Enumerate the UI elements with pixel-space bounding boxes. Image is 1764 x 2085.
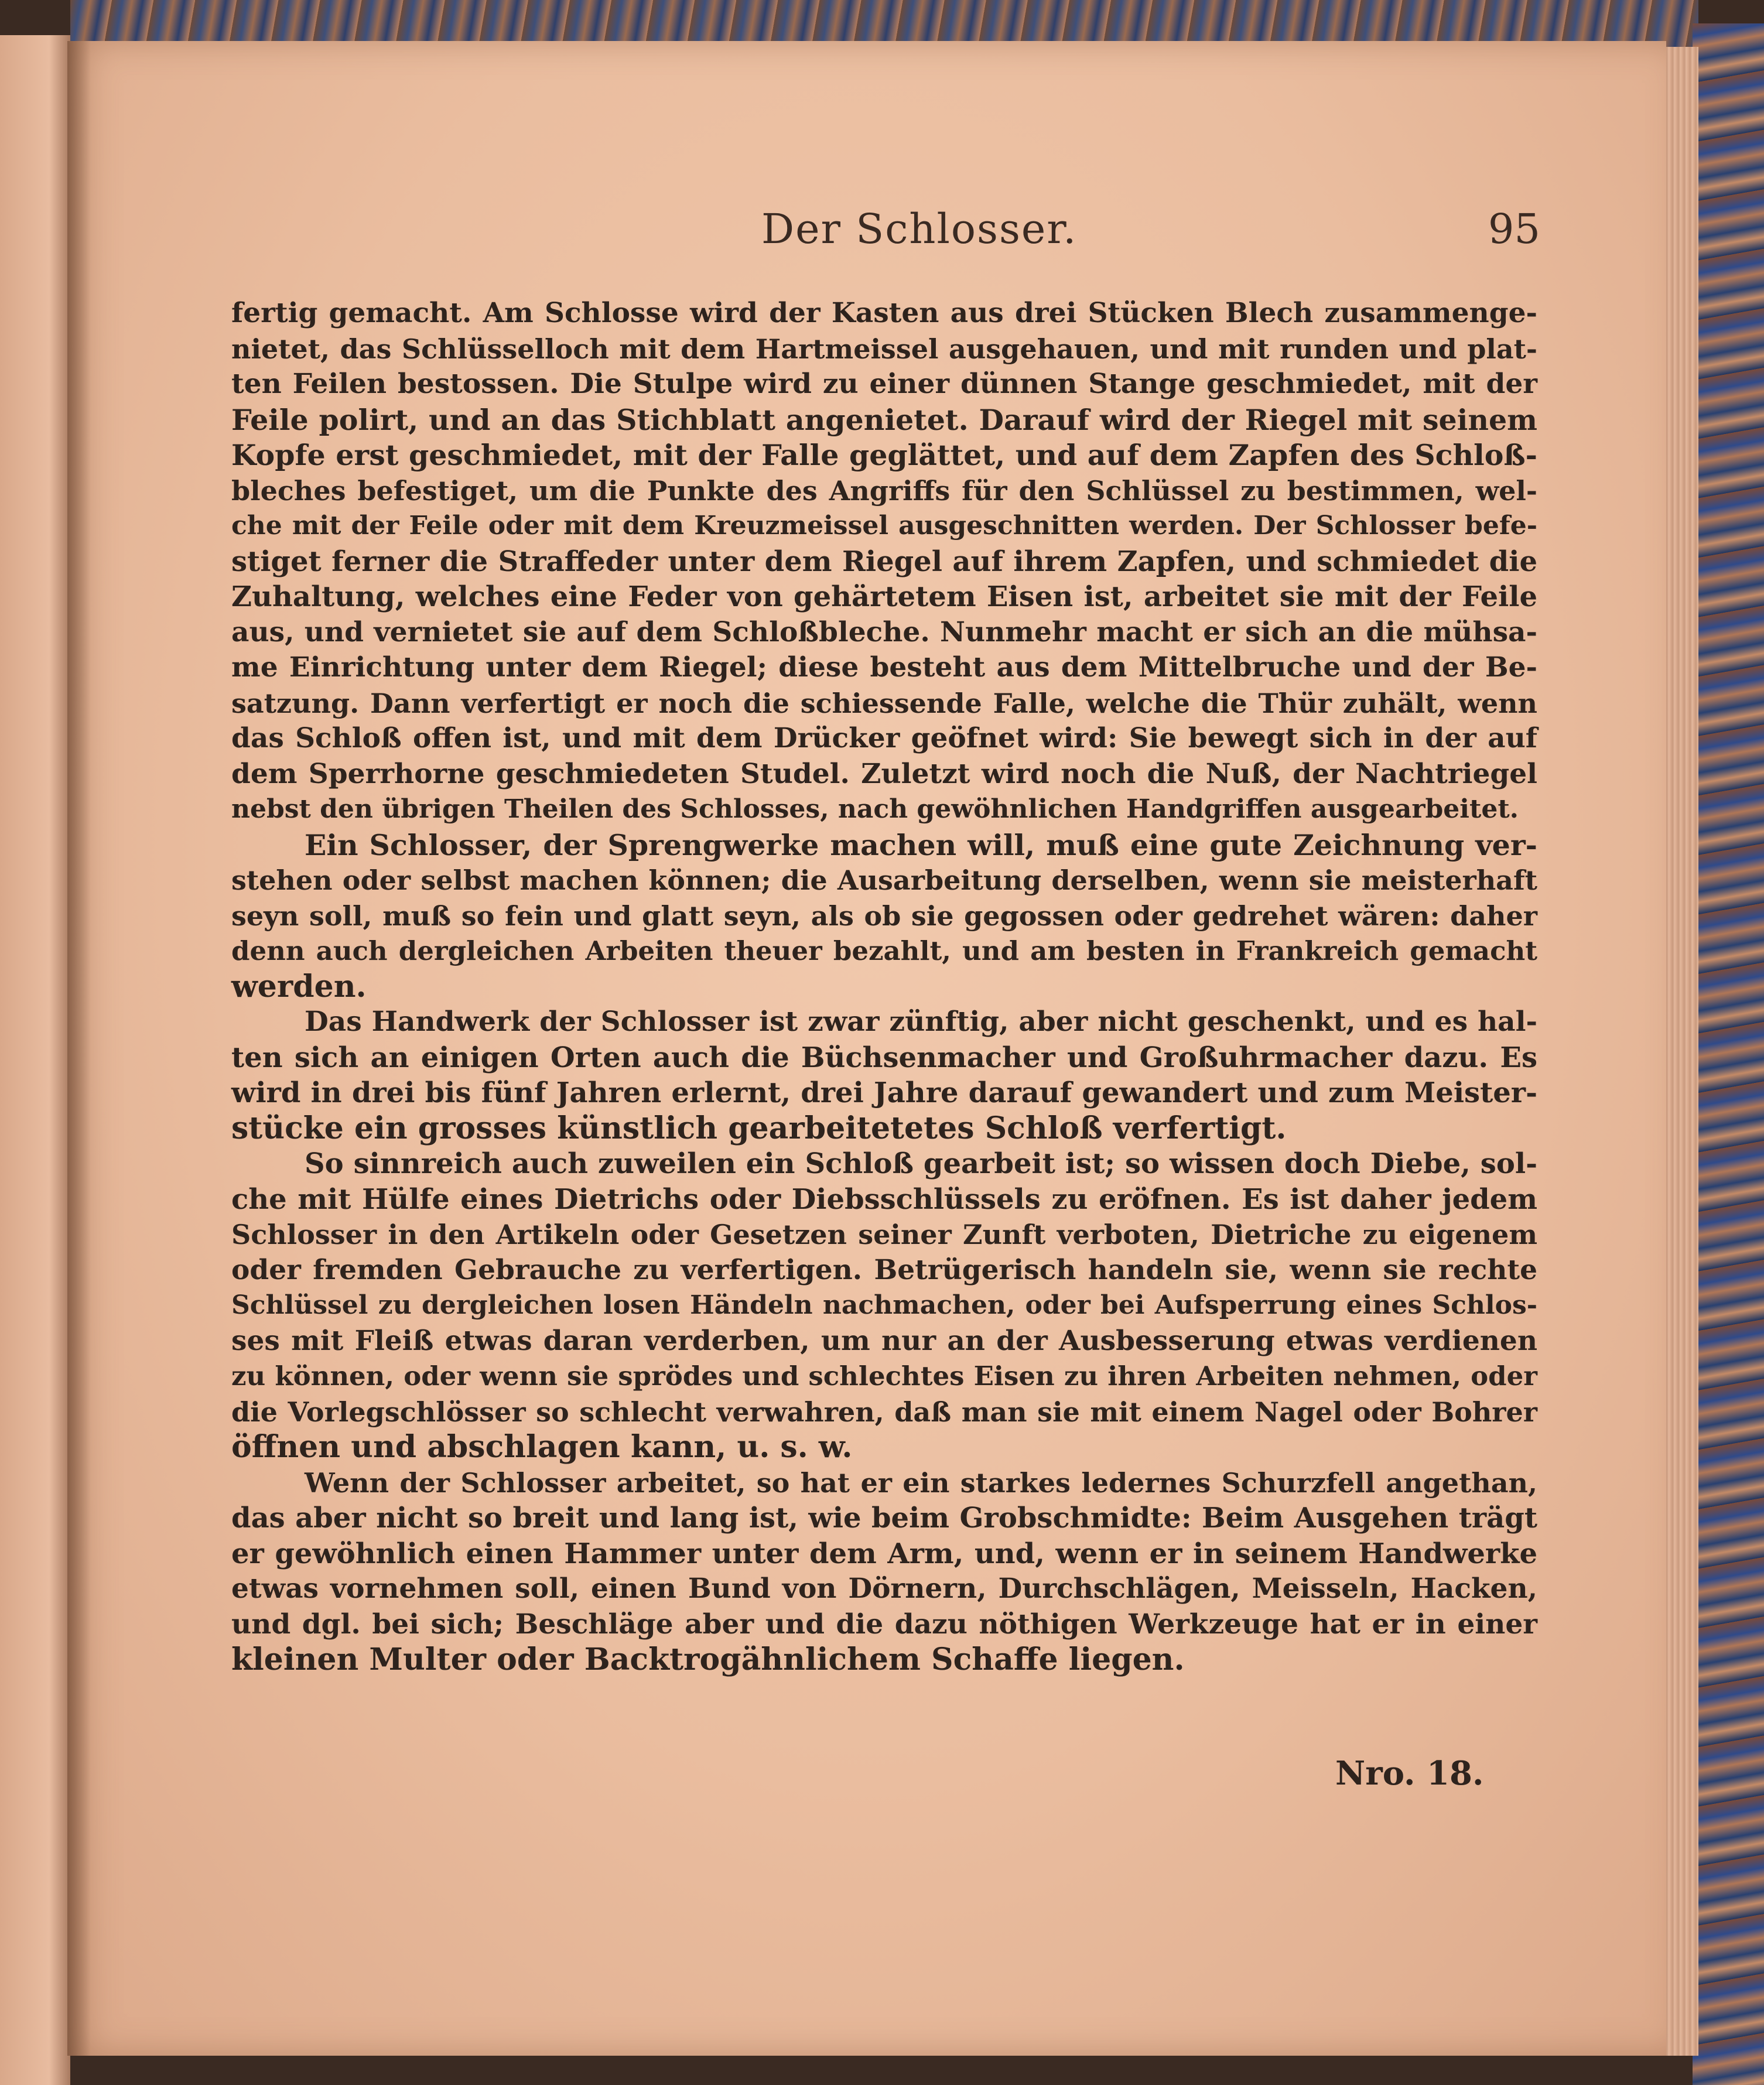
text-line: Schlosser in den Artikeln oder Gesetzen seiner Zunft verboten, Dietriche zu eigenem (231, 1219, 1537, 1250)
paragraph-4 (231, 1146, 1537, 1465)
catchword: Nro. 18. (1335, 1754, 1484, 1793)
text-line: Das Handwerk der Schlosser ist zwar zünftig, aber nicht geschenkt, und es hal- (305, 1006, 1537, 1038)
paragraph-3 (231, 1004, 1537, 1146)
text-line: So sinnreich auch zuweilen ein Schloß gearbeit ist; so wissen doch Diebe, sol- (305, 1147, 1537, 1180)
text-line: Feile polirt, und an das Stichblatt angenietet. Darauf wird der Riegel mit seinem (231, 402, 1537, 437)
text-line: bleches befestiget, um die Punkte des Angriffs für den Schlüssel zu bestimmen, wel- (231, 474, 1537, 507)
running-head: Der Schlosser. (761, 205, 1078, 253)
body-text (231, 296, 1537, 1678)
text-line: aus, und vernietet sie auf dem Schloßbleche. Nunmehr macht er sich an die mühsa- (231, 616, 1537, 648)
text-line: Ein Schlosser, der Sprengwerke machen will, muß eine gute Zeichnung ver- (305, 828, 1537, 862)
text-line: dem Sperrhorne geschmiedeten Studel. Zuletzt wird noch die Nuß, der Nachtriegel (231, 757, 1537, 790)
text-line: ses mit Fleiß etwas daran verderben, um nur an der Ausbesserung etwas verdienen (231, 1324, 1537, 1357)
text-line: seyn soll, muß so fein und glatt seyn, als ob sie gegossen oder gedrehet wären: daher (231, 900, 1537, 932)
text-line: stehen oder selbst machen können; die Ausarbeitung derselben, wenn sie meisterhaft (231, 864, 1537, 896)
text-line: kleinen Multer oder Backtrogähnlichem Schaffe liegen. (231, 1642, 1185, 1677)
page-header (246, 205, 1558, 269)
text-line: me Einrichtung unter dem Riegel; diese besteht aus dem Mittelbruche und der Be- (231, 651, 1537, 683)
text-line: wird in drei bis fünf Jahren erlernt, drei Jahre darauf gewandert und zum Meister- (231, 1076, 1537, 1109)
text-line: Zuhaltung, welches eine Feder von gehärtetem Eisen ist, arbeitet sie mit der Feile (231, 580, 1537, 613)
text-line: ten sich an einigen Orten auch die Büchsenmacher und Großuhrmacher dazu. Es (231, 1041, 1537, 1074)
text-line: das Schloß offen ist, und mit dem Drücker geöfnet wird: Sie bewegt sich in der auf (231, 722, 1537, 754)
text-line: nebst den übrigen Theilen des Schlosses, nach gewöhnlichen Handgriffen ausgearbeitet. (231, 794, 1519, 824)
text-line: Wenn der Schlosser arbeitet, so hat er ein starkes ledernes Schurzfell angethan, (305, 1467, 1537, 1499)
text-line: stiget ferner die Straffeder unter dem Riegel auf ihrem Zapfen, und schmiedet die (231, 545, 1537, 578)
text-line: zu können, oder wenn sie sprödes und schlechtes Eisen zu ihren Arbeiten nehmen, oder (231, 1361, 1537, 1392)
text-line: fertig gemacht. Am Schlosse wird der Kasten aus drei Stücken Blech zusammenge- (231, 297, 1537, 329)
text-line: werden. (231, 968, 367, 1004)
text-line: ten Feilen bestossen. Die Stulpe wird zu einer dünnen Stange geschmiedet, mit der (231, 368, 1537, 400)
left-page-edge (0, 35, 70, 2085)
text-line: Kopfe erst geschmiedet, mit der Falle geglättet, und auf dem Zapfen des Schloß- (231, 438, 1537, 472)
text-line: stücke ein grosses künstlich gearbeitetetes Schloß verfertigt. (231, 1110, 1287, 1146)
text-line: er gewöhnlich einen Hammer unter dem Arm, und, wenn er in seinem Handwerke (231, 1537, 1537, 1570)
paragraph-5 (231, 1465, 1537, 1678)
text-line: denn auch dergleichen Arbeiten theuer bezahlt, und am besten in Frankreich gemacht (231, 935, 1537, 966)
paragraph-2 (231, 828, 1537, 1005)
text-line: nietet, das Schlüsselloch mit dem Hartmeissel ausgehauen, und mit runden und plat- (231, 333, 1537, 365)
page-number: 95 (1488, 205, 1540, 253)
text-line: öffnen und abschlagen kann, u. s. w. (231, 1429, 853, 1465)
text-line: Schlüssel zu dergleichen losen Händeln nachmachen, oder bei Aufsperrung eines Schlos- (231, 1290, 1537, 1320)
gutter-shadow (67, 41, 91, 2056)
marbled-cover-right (1693, 23, 1764, 2085)
paragraph-1 (231, 296, 1537, 828)
text-line: die Vorlegschlösser so schlecht verwahren, daß man sie mit einem Nagel oder Bohrer (231, 1396, 1537, 1428)
text-line: che mit der Feile oder mit dem Kreuzmeissel ausgeschnitten werden. Der Schlosser befe- (231, 511, 1537, 541)
text-line: und dgl. bei sich; Beschläge aber und die dazu nöthigen Werkzeuge hat er in einer (231, 1608, 1537, 1640)
text-line: oder fremden Gebrauche zu verfertigen. Betrügerisch handeln sie, wenn sie rechte (231, 1253, 1537, 1286)
text-line: satzung. Dann verfertigt er noch die schiessende Falle, welche die Thür zuhält, wenn (231, 687, 1537, 719)
text-line: das aber nicht so breit und lang ist, wie beim Grobschmidte: Beim Ausgehen trägt (231, 1502, 1537, 1534)
text-line: che mit Hülfe eines Dietrichs oder Diebsschlüssels zu eröfnen. Es ist daher jedem (231, 1182, 1537, 1216)
text-line: etwas vornehmen soll, einen Bund von Dörnern, Durchschlägen, Meisseln, Hacken, (231, 1573, 1537, 1605)
